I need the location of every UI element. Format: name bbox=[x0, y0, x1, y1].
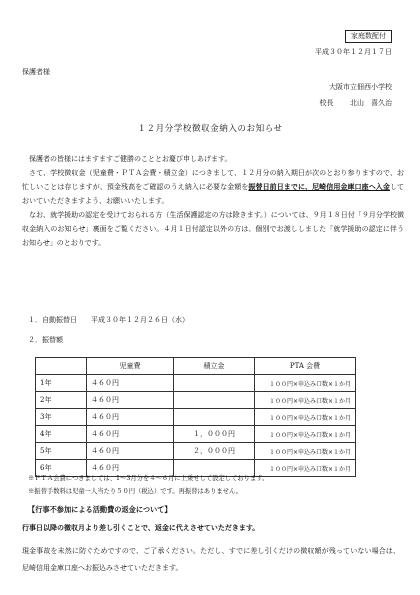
grade-cell: 6年 bbox=[36, 460, 87, 477]
fee-note: ※振替手数料は児童一人当たり５０円（税込）です。再振替はありません。 bbox=[28, 488, 242, 495]
table-row bbox=[36, 409, 356, 426]
school-name: 大阪市立佃西小学校 bbox=[329, 83, 392, 91]
savings-cell bbox=[174, 409, 255, 426]
table-header-cell: PTA 会費 bbox=[255, 358, 356, 375]
principal-name: 北山 喜久治 bbox=[350, 99, 392, 107]
savings-cell bbox=[174, 392, 255, 409]
greeting-paragraph: 保護者の皆様にはますますご健勝のこととお慶び申しあげます。 bbox=[29, 155, 232, 163]
body-text bbox=[22, 152, 404, 250]
principal bbox=[320, 99, 392, 108]
table-row bbox=[36, 443, 356, 460]
savings-cell bbox=[174, 375, 255, 392]
assistance-paragraph: なお、就学援助の認定を受けておられる方（生活保護認定の方は除きます。）については、９月１８日付「９月分学校徴収金納入のお知らせ」裏面をご覧ください。４月１日付認定以外の方は、個別でお渡ししました「就学援助の認定に伴うお知らせ」のとおりです。 bbox=[22, 211, 404, 247]
pta-note: ※ＰＴＡ会費につきましては、1～3月分を４～６月に上乗せして設定しております。 bbox=[28, 475, 269, 482]
child-fee-cell: ４６０円 bbox=[87, 443, 174, 460]
grade-cell: 3年 bbox=[36, 409, 87, 426]
table-row bbox=[36, 375, 356, 392]
pta-fee-cell: １００円×申込み口数×１か月 bbox=[255, 375, 356, 392]
table-row bbox=[36, 426, 356, 443]
table-row bbox=[36, 392, 356, 409]
pta-fee-cell: １００円×申込み口数×１か月 bbox=[255, 392, 356, 409]
savings-cell: １，０００円 bbox=[174, 426, 255, 443]
table-header-cell: 積立金 bbox=[174, 358, 255, 375]
payment-paragraph: さて、学校徴収金（児童費・ＰＴＡ会費・積立金）につきまして、１２月分の納入期日が次のとおり参りますので、お忙しいことは存じますが、預金残高をご確認のうえ納入に必要な金額を振替日前日までに、尼崎信用金庫口座へ入金しておいていただきますよう、お願いいたします。 bbox=[22, 169, 405, 205]
child-fee-cell: ４６０円 bbox=[87, 460, 174, 477]
grade-cell: 5年 bbox=[36, 443, 87, 460]
transfer-amount-heading: ２．振替額 bbox=[28, 336, 63, 344]
fee-table bbox=[35, 357, 356, 477]
table-header-cell bbox=[36, 358, 87, 375]
deposit-deadline-emphasis: 振替日前日までに、尼崎信用金庫口座へ入金 bbox=[248, 182, 390, 191]
transfer-date: １．自動振替日 平成３０年１２月２６日（水） bbox=[28, 316, 189, 324]
child-fee-cell: ４６０円 bbox=[87, 409, 174, 426]
grade-cell: 1年 bbox=[36, 375, 87, 392]
table-row bbox=[36, 460, 356, 477]
issue-date: 平成３０年１２月１７日 bbox=[315, 48, 392, 56]
savings-cell bbox=[174, 460, 255, 477]
principal-title: 校長 bbox=[319, 99, 334, 107]
table-header-row bbox=[36, 358, 356, 375]
child-fee-cell: ４６０円 bbox=[87, 392, 174, 409]
pta-fee-cell: １００円×申込み口数×１か月 bbox=[255, 409, 356, 426]
refund-heading: 【行事不参加による活動費の返金について】 bbox=[28, 505, 172, 514]
child-fee-cell: ４６０円 bbox=[87, 375, 174, 392]
pta-fee-cell: １００円×申込み口数×１か月 bbox=[255, 443, 356, 460]
pta-fee-cell: １００円×申込み口数×１か月 bbox=[255, 426, 356, 443]
refund-details: 現金事故を未然に防ぐためですので、ご了承ください。ただし、すでに差し引くだけの徴収額が残っていない場合は、尼崎信用金庫口座へお振込みさせていただきます。 bbox=[22, 547, 400, 572]
pta-fee-cell: １００円×申込み口数×１か月 bbox=[255, 460, 356, 477]
savings-cell: ２，０００円 bbox=[174, 443, 255, 460]
grade-cell: 4年 bbox=[36, 426, 87, 443]
table-header-cell: 児童費 bbox=[87, 358, 174, 375]
recipient: 保護者様 bbox=[22, 68, 50, 76]
refund-policy: 行事日以降の徴収月より差し引くことで、返金に代えさせていただきます。 bbox=[22, 523, 260, 532]
child-fee-cell: ４６０円 bbox=[87, 426, 174, 443]
document-title: １２月分学校徴収金納入のお知らせ bbox=[137, 124, 283, 134]
distribution-badge: 家庭数配付 bbox=[345, 30, 392, 43]
grade-cell: 2年 bbox=[36, 392, 87, 409]
